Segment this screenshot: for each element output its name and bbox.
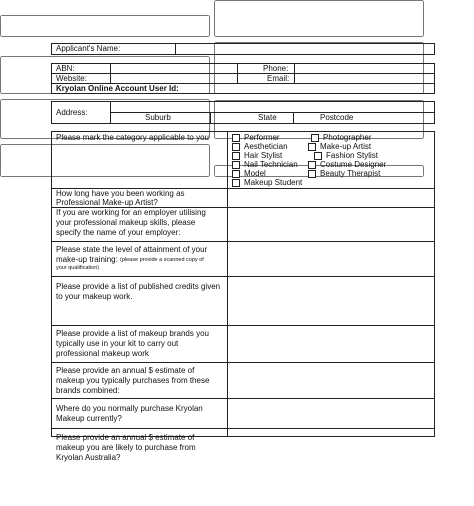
q7-line-1: Where do you normally purchase Kryolan [56,404,203,413]
option-nail-technician-label: Nail Technician [244,160,298,169]
q4-line-2: to your makeup work. [56,292,133,301]
checkbox-fashion-stylist[interactable] [314,152,322,160]
checkbox-makeup-student[interactable] [232,179,240,187]
option-aesthetician-label: Aesthetician [244,142,288,151]
option-makeup-student-label: Makeup Student [244,178,303,187]
q6-line-2: makeup you typically purchases from these [56,376,210,385]
address-col-divider-2 [210,112,211,124]
option-hair-stylist-label: Hair Stylist [244,151,283,160]
q8-line-3: Kryolan Australia? [56,453,121,462]
row-divider-5 [51,325,435,326]
email-input[interactable] [296,74,433,83]
checkbox-aesthetician[interactable] [232,143,240,151]
checkbox-model[interactable] [232,170,240,178]
checkbox-costume-designer[interactable] [308,161,316,169]
row-divider-8 [51,428,435,429]
address-col-divider-1 [110,101,111,124]
q5-line-2: typically use in your kit to carry out [56,339,179,348]
checkbox-makeup-artist[interactable] [308,143,316,151]
option-performer-label: Performer [244,133,280,142]
contact-col-divider-2 [237,63,238,83]
address-label: Address: [56,108,88,117]
abn-label: ABN: [56,64,75,73]
checkbox-performer[interactable] [232,134,240,142]
contact-col-divider-1 [110,63,111,83]
q5-line-1: Please provide a list of makeup brands you [56,329,209,338]
q1-line-1: How long have you been working as [56,189,185,198]
address-input[interactable] [112,102,433,111]
postcode-label: Postcode [320,113,354,122]
q8-line-1: Please provide an annual $ estimate of [56,433,195,442]
applicant-name-input[interactable] [177,44,433,54]
option-costume-designer-label: Costume Designer [320,160,387,169]
questions-col-divider [227,131,228,437]
row-divider-7 [51,398,435,399]
q3-line-2: make-up training: [56,255,118,264]
q2-line-2: your professional makeup skills, please [56,218,196,227]
checkbox-photographer[interactable] [311,134,319,142]
q3-note-line-2: your qualification) [56,265,100,271]
row-divider-4 [51,276,435,277]
q1-answer[interactable] [0,15,210,37]
checkbox-hair-stylist[interactable] [232,152,240,160]
q7-line-2: Makeup currently? [56,414,122,423]
row-divider-6 [51,362,435,363]
website-label: Website: [56,74,87,83]
suburb-label: Suburb [145,113,171,122]
kryolan-id-input[interactable] [200,84,433,93]
q2-answer[interactable] [214,0,424,37]
q6-line-3: brands combined: [56,386,120,395]
abn-input[interactable] [112,64,236,73]
state-label: State [258,113,277,122]
phone-input[interactable] [296,64,433,73]
q2-line-3: specify the name of your employer: [56,228,181,237]
address-col-divider-3 [293,112,294,124]
q5-line-3: professional makeup work [56,349,149,358]
row-divider-3 [51,241,435,242]
applicant-name-divider [175,43,176,55]
q4-line-1: Please provide a list of published credits given [56,282,221,291]
kryolan-id-label: Kryolan Online Account User Id: [56,84,179,93]
q3-line-1: Please state the level of attainment of your [56,245,208,254]
checkbox-beauty-therapist[interactable] [308,170,316,178]
applicant-name-label: Applicant's Name: [56,44,121,53]
option-makeup-artist-label: Make-up Artist [320,142,372,151]
option-beauty-therapist-label: Beauty Therapist [320,169,381,178]
email-label: Email: [267,74,290,83]
category-question: Please mark the category applicable to you [56,133,209,142]
checkbox-nail-technician[interactable] [232,161,240,169]
option-model-label: Model [244,169,266,178]
q6-line-1: Please provide an annual $ estimate of [56,366,195,375]
q1-line-2: Professional Make-up Artist? [56,198,158,207]
q8-line-2: makeup you are likely to purchase from [56,443,196,452]
q3-note: (please provide a scanned copy of [120,257,204,263]
q2-line-1: If you are working for an employer utilising [56,208,206,217]
phone-label: Phone: [263,64,289,73]
option-photographer-label: Photographer [323,133,372,142]
website-input[interactable] [112,74,236,83]
option-fashion-stylist-label: Fashion Stylist [326,151,379,160]
contact-col-divider-3 [294,63,295,83]
